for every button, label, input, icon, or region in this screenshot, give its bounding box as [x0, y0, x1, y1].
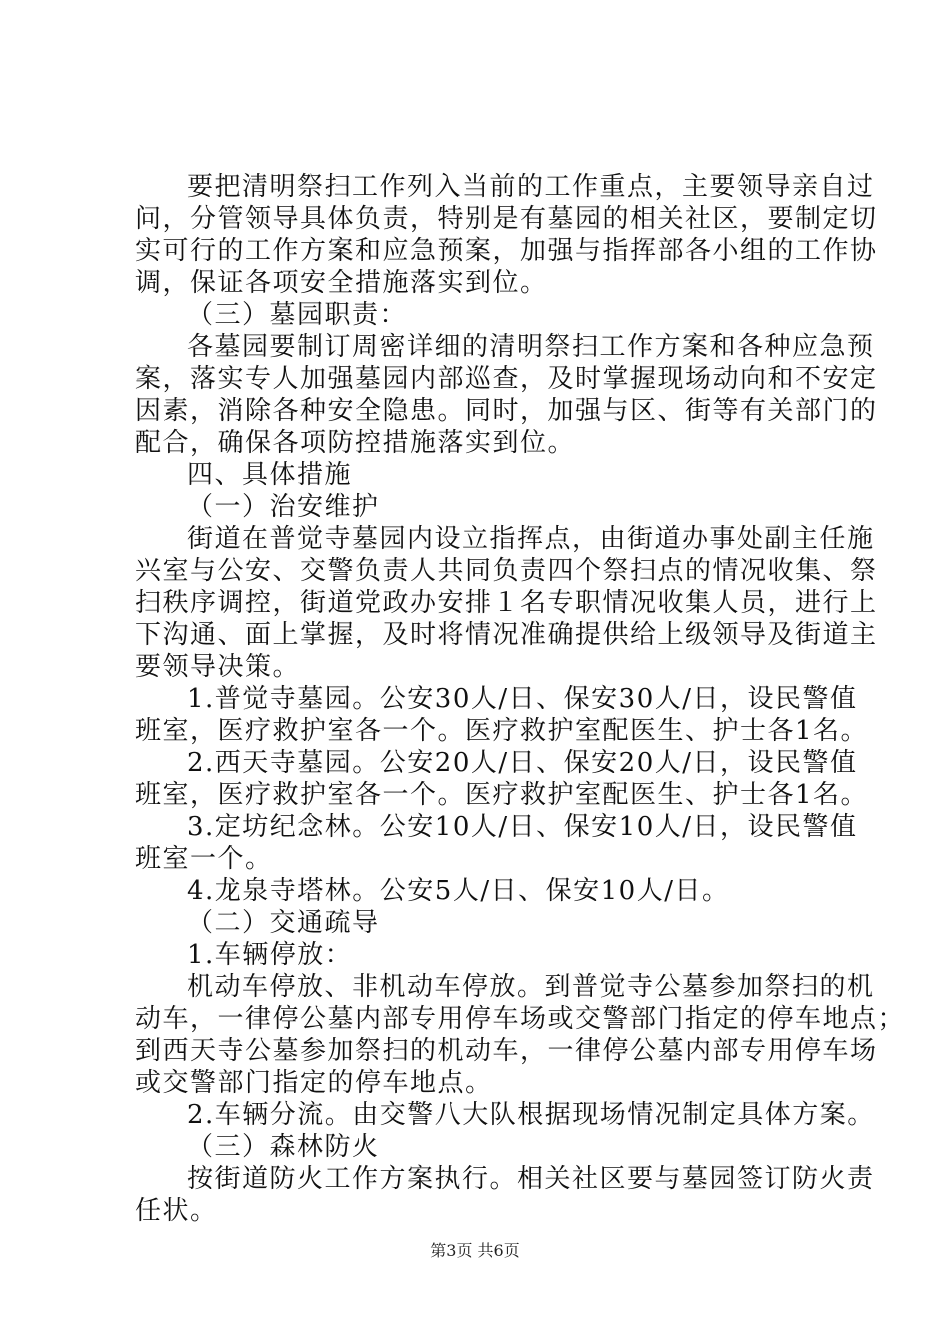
paragraph [135, 971, 906, 1099]
paragraph [135, 1163, 875, 1227]
paragraph [135, 875, 840, 907]
text-line: 四、具体措施 [187, 460, 353, 490]
document-body [135, 171, 906, 1227]
paragraph [135, 811, 858, 875]
text-line: 各墓园要制订周密详细的清明祭扫工作方案和各种应急预 [187, 332, 875, 362]
text-line: 2.西天寺墓园。公安20人/日、保安20人/日，设民警值 [187, 748, 858, 778]
text-line: 动车，一律停公墓内部专用停车场或交警部门指定的停车地点； [135, 1004, 906, 1034]
text-line: 机动车停放、非机动车停放。到普觉寺公墓参加祭扫的机 [187, 972, 875, 1002]
text-line: 街道在普觉寺墓园内设立指挥点，由街道办事处副主任施 [187, 524, 875, 554]
text-line: 扫秩序调控，街道党政办安排１名专职情况收集人员，进行上 [135, 588, 878, 618]
text-line: 3.定坊纪念林。公安10人/日、保安10人/日，设民警值 [187, 812, 858, 842]
paragraph [135, 907, 840, 939]
paragraph [135, 747, 869, 811]
paragraph [135, 491, 840, 523]
text-line: 要领导决策。 [135, 652, 301, 682]
text-line: 问，分管领导具体负责，特别是有墓园的相关社区，要制定切 [135, 204, 878, 234]
paragraph [135, 1131, 840, 1163]
text-line: 实可行的工作方案和应急预案，加强与指挥部各小组的工作协 [135, 236, 878, 266]
text-line: 调，保证各项安全措施落实到位。 [135, 268, 548, 298]
text-line: 任状。 [135, 1196, 218, 1226]
text-line: 配合，确保各项防控措施落实到位。 [135, 428, 576, 458]
text-line: 兴室与公安、交警负责人共同负责四个祭扫点的情况收集、祭 [135, 556, 878, 586]
paragraph [135, 171, 878, 299]
text-line: 班室，医疗救护室各一个。医疗救护室配医生、护士各1名。 [135, 716, 869, 746]
paragraph [135, 683, 869, 747]
text-line: 4.龙泉寺塔林。公安5人/日、保安10人/日。 [187, 876, 730, 906]
text-line: 或交警部门指定的停车地点。 [135, 1068, 493, 1098]
paragraph [135, 1099, 875, 1131]
text-line: （二）交通疏导 [187, 908, 380, 938]
text-line: 下沟通、面上掌握，及时将情况准确提供给上级领导及街道主 [135, 620, 878, 650]
text-line: 要把清明祭扫工作列入当前的工作重点，主要领导亲自过 [187, 172, 875, 202]
text-line: 到西天寺公墓参加祭扫的机动车，一律停公墓内部专用停车场 [135, 1036, 878, 1066]
text-line: 班室，医疗救护室各一个。医疗救护室配医生、护士各1名。 [135, 780, 869, 810]
paragraph [135, 459, 840, 491]
text-line: 因素，消除各种安全隐患。同时，加强与区、街等有关部门的 [135, 396, 878, 426]
text-line: 2.车辆分流。由交警八大队根据现场情况制定具体方案。 [187, 1100, 875, 1130]
paragraph [135, 939, 840, 971]
text-line: （三）森林防火 [187, 1132, 380, 1162]
text-line: （三）墓园职责： [187, 300, 408, 330]
page-footer: 第3页 共6页 [430, 1241, 520, 1260]
text-line: 1.车辆停放： [187, 940, 353, 970]
text-line: 案，落实专人加强墓园内部巡查，及时掌握现场动向和不安定 [135, 364, 878, 394]
paragraph [135, 299, 840, 331]
text-line: 按街道防火工作方案执行。相关社区要与墓园签订防火责 [187, 1164, 875, 1194]
paragraph [135, 523, 878, 683]
paragraph [135, 331, 878, 459]
text-line: （一）治安维护 [187, 492, 380, 522]
text-line: 1.普觉寺墓园。公安30人/日、保安30人/日，设民警值 [187, 684, 858, 714]
text-line: 班室一个。 [135, 844, 273, 874]
